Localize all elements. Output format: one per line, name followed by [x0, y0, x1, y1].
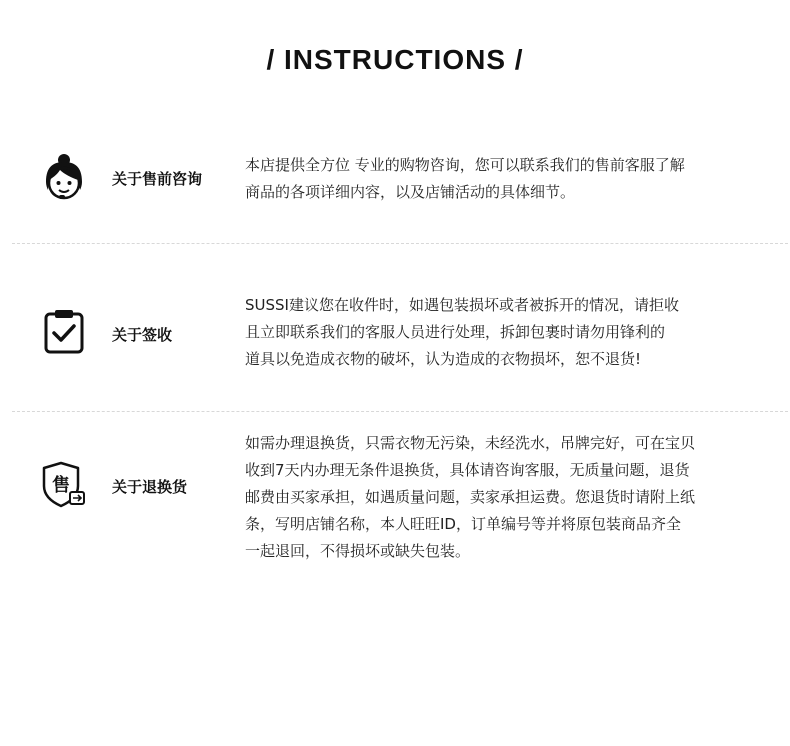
desc-line: 本店提供全方位 专业的购物咨询，您可以联系我们的售前客服了解: [245, 156, 685, 174]
desc-line: SUSSI建议您在收件时，如遇包装损坏或者被拆开的情况，请拒收: [245, 296, 679, 314]
page-title: / INSTRUCTIONS /: [266, 44, 524, 75]
desc-line: 邮费由买家承担，如遇质量问题，卖家承担运费。您退货时请附上纸: [245, 488, 696, 506]
after-sale-icon-text: 售: [52, 475, 70, 496]
divider: [12, 243, 788, 244]
desc-line: 一起退回，不得损坏或缺失包装。: [245, 542, 471, 560]
section-desc-returns: [245, 430, 715, 565]
section-label-presales: 关于售前咨询: [112, 170, 203, 188]
desc-line: 如需办理退换货，只需衣物无污染，未经洗水，吊牌完好，可在宝贝: [245, 434, 696, 452]
desc-line: 收到7天内办理无条件退换货，具体请咨询客服，无质量问题，退货: [245, 461, 690, 479]
section-desc-presales: [245, 152, 715, 206]
clipboard-check-icon: [40, 308, 90, 358]
desc-line: 条，写明店铺名称，本人旺旺ID，订单编号等并将原包装商品齐全: [245, 515, 681, 533]
desc-line: 商品的各项详细内容，以及店铺活动的具体细节。: [245, 183, 576, 201]
section-label-returns: 关于退换货: [112, 478, 188, 496]
section-desc-signing: [245, 292, 715, 373]
divider: [12, 411, 788, 412]
desc-line: 且立即联系我们的客服人员进行处理，拆卸包裹时请勿用锋利的: [245, 323, 666, 341]
desc-line: 道具以免造成衣物的破坏，认为造成的衣物损坏，恕不退货!: [245, 350, 642, 368]
customer-service-icon: [40, 152, 90, 202]
section-label-signing: 关于签收: [112, 326, 173, 344]
after-sale-shield-icon: [40, 460, 90, 510]
